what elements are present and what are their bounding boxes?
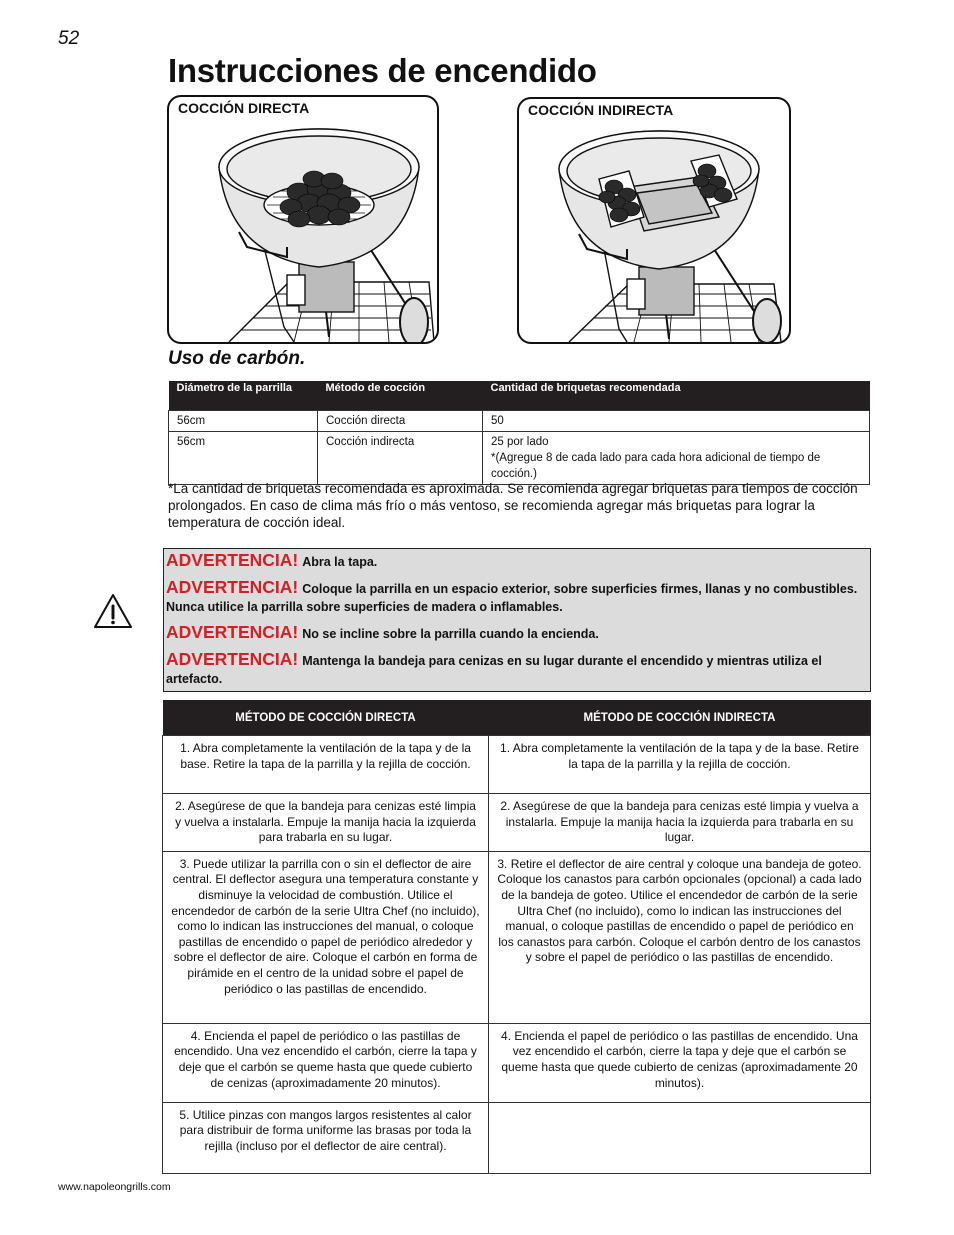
column-header: MÉTODO DE COCCIÓN DIRECTA — [163, 700, 489, 736]
table-cell: 1. Abra completamente la ventilación de la tapa y de la base. Retire la tapa de la parrilla y la rejilla de cocción. — [489, 736, 871, 794]
table-cell: 4. Encienda el papel de periódico o las pastillas de encendido. Una vez encendido el carbón, cierre la tapa y deje que el carbón se queme hasta que quede cubierto de cenizas (aproximadamente 20 minutos). — [489, 1023, 871, 1102]
column-header: Método de cocción — [318, 381, 483, 411]
table-cell: 3. Puede utilizar la parrilla con o sin el deflector de aire central. El deflector asegura una temperatura constante y disminuye la velocidad de combustión. Utilice el encendedor de carbón de la serie Ultra Chef (no incluido), como lo indican las instrucciones del manual, o coloque pastillas de encendido o papel de periódico alrededor y sobre el deflector de aire. Coloque el carbón en forma de pirámide en el centro de la unidad sobre el papel de periódico o las pastillas de encendido. — [163, 851, 489, 1023]
table-cell: 56cm — [169, 432, 318, 485]
page-number: 52 — [58, 28, 80, 49]
table-row — [163, 1023, 871, 1102]
table-cell: 56cm — [169, 411, 318, 432]
table-header-row — [169, 381, 870, 411]
warning-box — [163, 548, 871, 692]
table-cell: 2. Asegúrese de que la bandeja para cenizas esté limpia y vuelva a instalarla. Empuje la manija hacia la izquierda para trabarla en su lugar. — [163, 794, 489, 852]
table-row — [163, 794, 871, 852]
column-header: Cantidad de briquetas recomendada — [483, 381, 870, 411]
briquette-count: 25 por lado — [491, 436, 549, 448]
table-row — [163, 851, 871, 1023]
section-heading: Uso de carbón. — [168, 348, 306, 369]
direct-grill-illustration — [169, 97, 437, 342]
table-cell — [483, 432, 870, 485]
column-header: Diámetro de la parrilla — [169, 381, 318, 411]
direct-cooking-label: COCCIÓN DIRECTA — [178, 100, 310, 116]
warning-text: Abra la tapa. — [302, 555, 378, 569]
table-cell: 4. Encienda el papel de periódico o las pastillas de encendido. Una vez encendido el carbón, cierre la tapa y deje que el carbón se queme hasta que quede cubierto de cenizas (aproximadamente 20 minutos). — [163, 1023, 489, 1102]
table-cell: Cocción indirecta — [318, 432, 483, 485]
table-row — [163, 736, 871, 794]
warning-label: ADVERTENCIA! — [166, 550, 299, 570]
table-cell: 3. Retire el deflector de aire central y coloque una bandeja de goteo. Coloque los canastos para carbón opcionales (opcional) a cada lado de la bandeja de goteo. Utilice el encendedor de carbón de la serie Ultra Chef (no incluido), como lo indican las instrucciones del manual, o coloque pastillas de encendido o papel de periódico en los canastos para carbón. Coloque el carbón dentro de los canastos y sobre el papel de periódico o las pastillas de encendido. — [489, 851, 871, 1023]
warning-label: ADVERTENCIA! — [166, 577, 299, 597]
warning-item — [166, 551, 377, 571]
table-cell: 50 — [483, 411, 870, 432]
table-header-row — [163, 700, 871, 736]
table-cell: 5. Utilice pinzas con mangos largos resistentes al calor para distribuir de forma uniforme las brasas por toda la rejilla (incluso por el deflector de aire central). — [163, 1102, 489, 1173]
page-title: Instrucciones de encendido — [168, 52, 597, 89]
table-cell — [489, 1102, 871, 1173]
table-cell: 2. Asegúrese de que la bandeja para cenizas esté limpia y vuelva a instalarla. Empuje la manija hacia la izquierda para trabarla en su lugar. — [489, 794, 871, 852]
indirect-cooking-panel — [517, 97, 791, 344]
warning-text: Mantenga la bandeja para cenizas en su lugar durante el encendido y mientras utiliza el artefacto. — [166, 654, 822, 686]
column-header: MÉTODO DE COCCIÓN INDIRECTA — [489, 700, 871, 736]
indirect-grill-illustration — [519, 99, 789, 342]
cooking-methods-table — [162, 700, 871, 1174]
table-cell: 1. Abra completamente la ventilación de la tapa y de la base. Retire la tapa de la parrilla y la rejilla de cocción. — [163, 736, 489, 794]
table-cell: Cocción directa — [318, 411, 483, 432]
warning-text: No se incline sobre la parrilla cuando la encienda. — [302, 627, 599, 641]
charcoal-usage-table — [168, 381, 870, 485]
warning-triangle-icon — [92, 592, 134, 630]
warning-label: ADVERTENCIA! — [166, 622, 299, 642]
warning-text: Coloque la parrilla en un espacio exterior, sobre superficies firmes, llanas y no combustibles. Nunca utilice la parrilla sobre superficies de madera o inflamables. — [166, 582, 858, 614]
indirect-cooking-label: COCCIÓN INDIRECTA — [528, 102, 674, 118]
website-url: www.napoleongrills.com — [58, 1181, 171, 1193]
warning-item — [166, 623, 599, 643]
warning-label: ADVERTENCIA! — [166, 649, 299, 669]
table-row — [169, 432, 870, 485]
warning-item — [166, 578, 866, 616]
warning-item — [166, 650, 866, 688]
briquette-note: *(Agregue 8 de cada lado para cada hora adicional de tiempo de cocción.) — [491, 452, 821, 480]
footnote: *La cantidad de briquetas recomendada es aproximada. Se recomienda agregar briquetas para tiempos de cocción prolongados. En caso de clima más frío o más ventoso, se recomienda agregar más briquetas para lograr la temperatura de cocción ideal. — [168, 481, 858, 530]
table-row — [169, 411, 870, 432]
direct-cooking-panel — [167, 95, 439, 344]
table-row — [163, 1102, 871, 1173]
